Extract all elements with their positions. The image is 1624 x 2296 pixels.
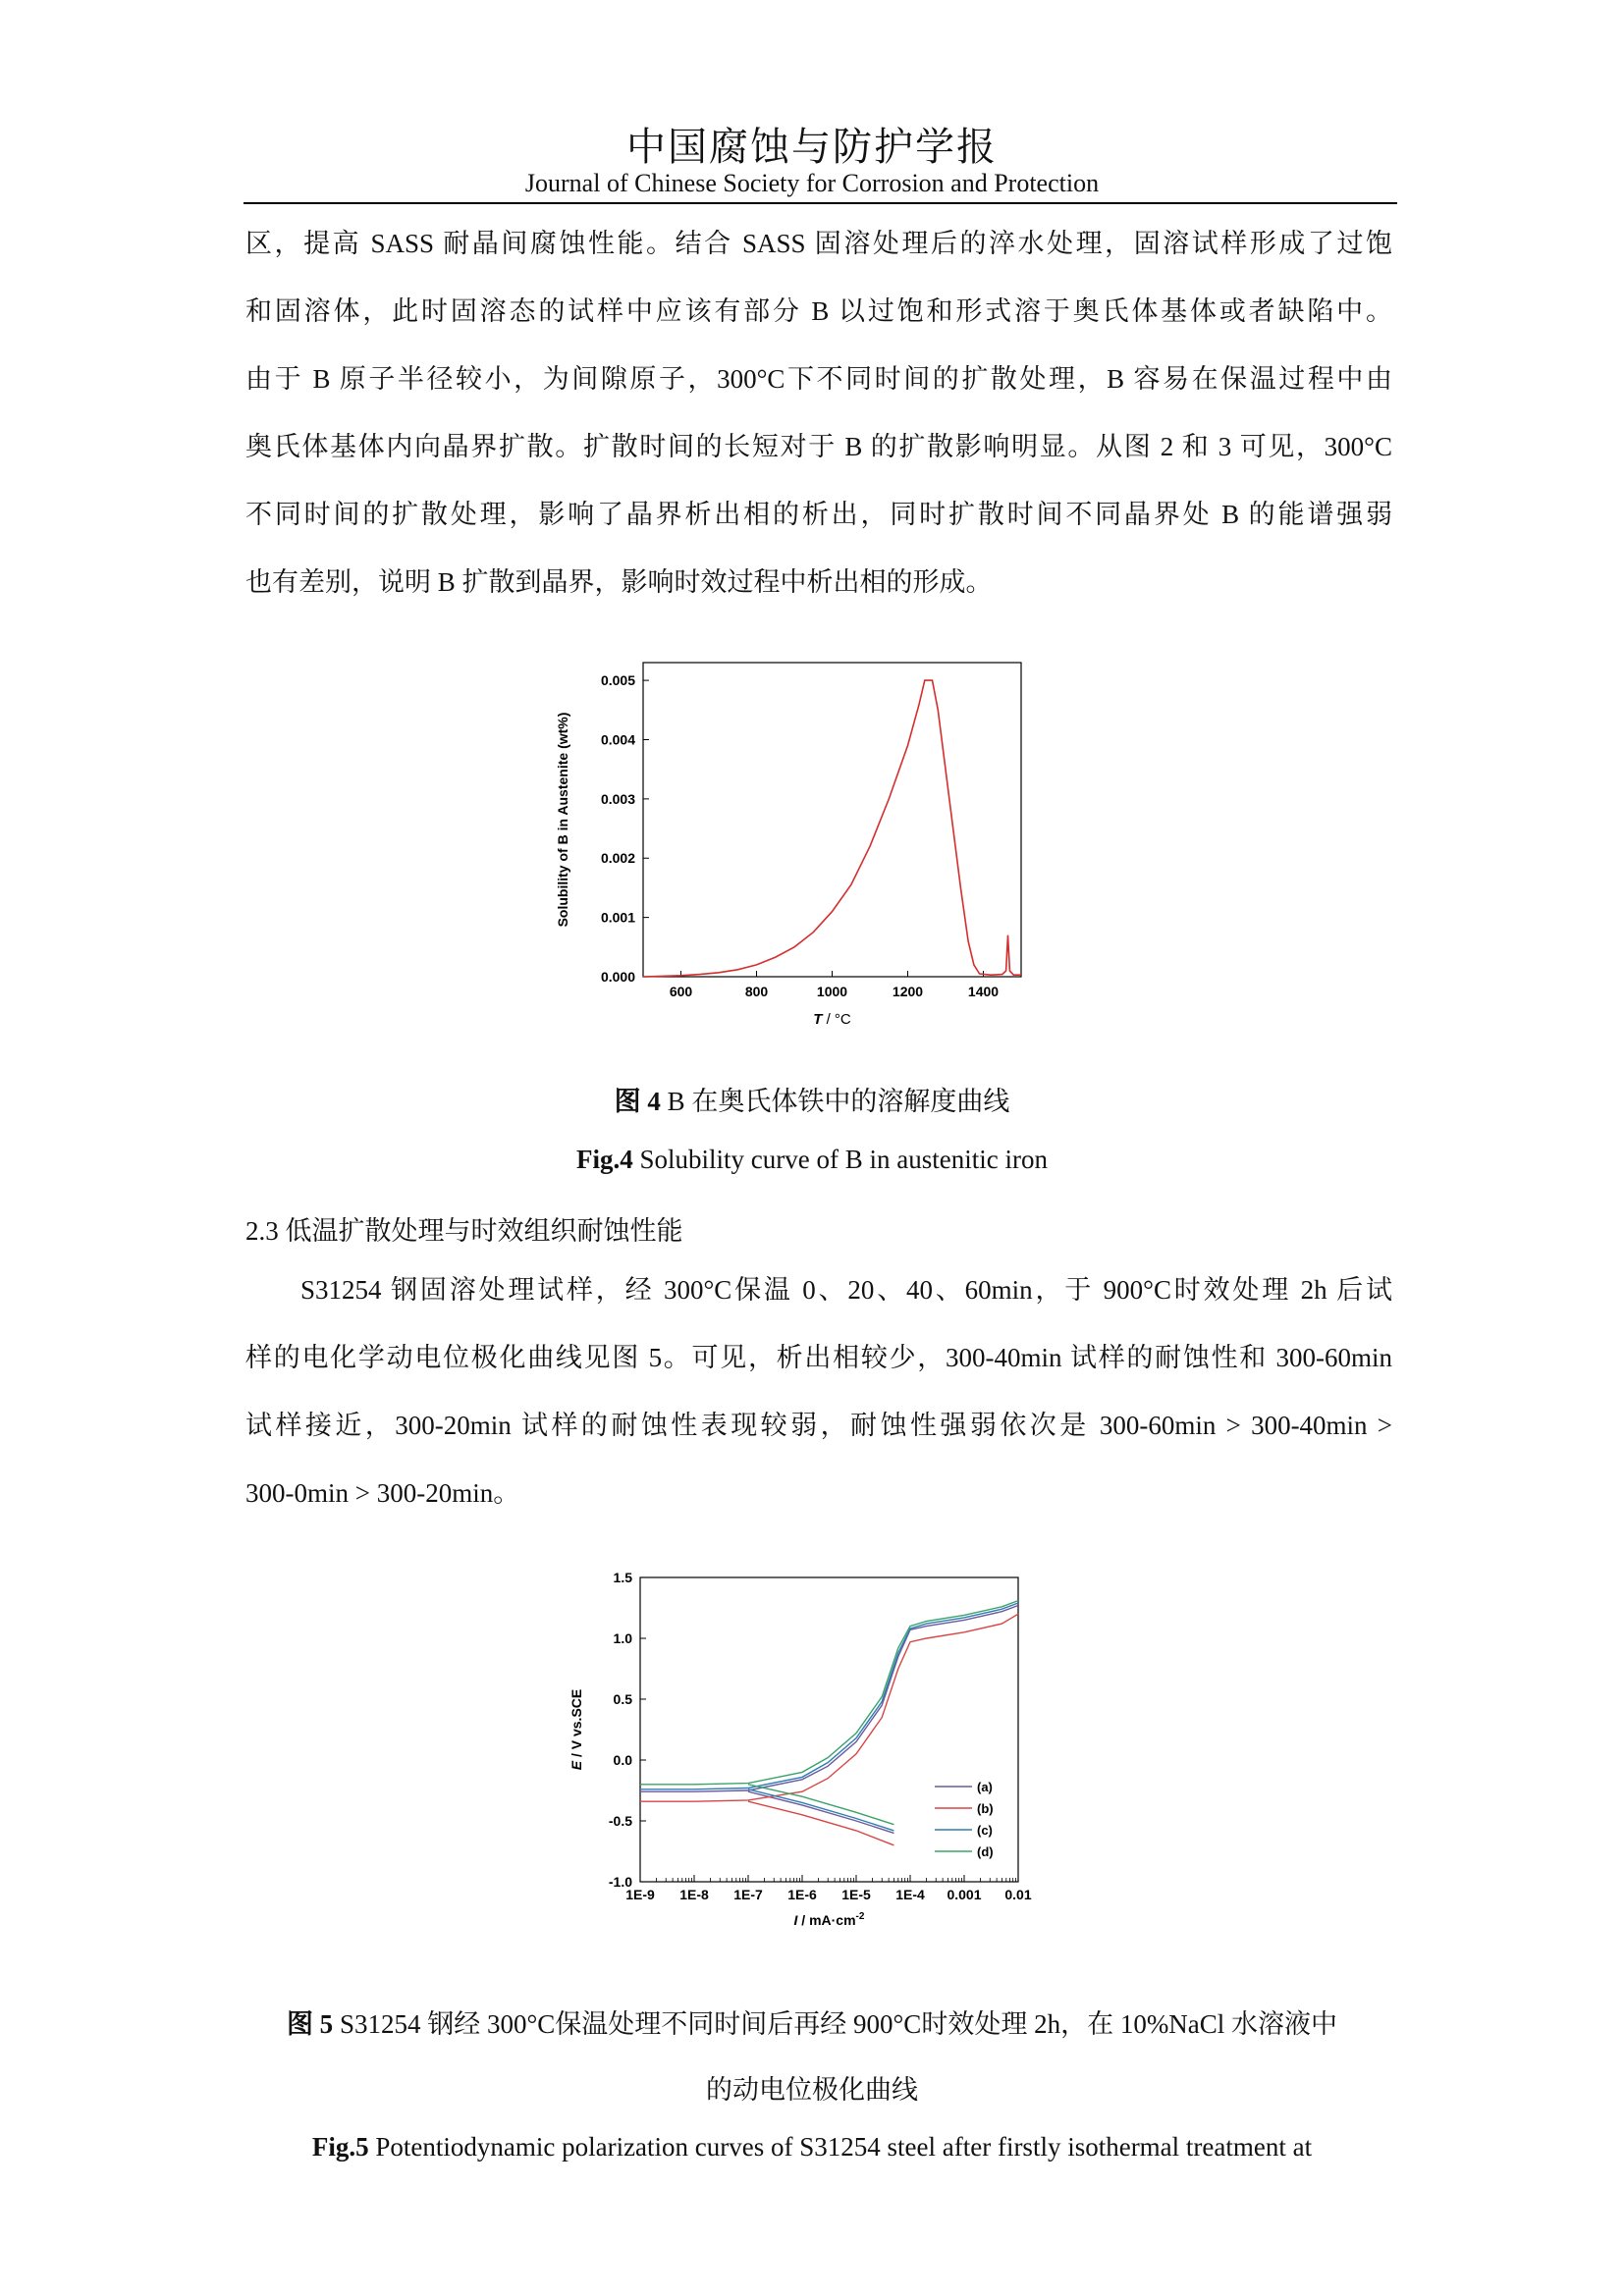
x-axis-label: T / °C bbox=[813, 1011, 851, 1028]
legend-label: (a) bbox=[977, 1780, 993, 1794]
x-tick-label: 1E-6 bbox=[787, 1887, 817, 1902]
figure-4-chart bbox=[550, 653, 1041, 1036]
x-tick-label: 800 bbox=[744, 984, 769, 999]
figure-4-caption-cn-text: B 在奥氏体铁中的溶解度曲线 bbox=[660, 1087, 1010, 1116]
paragraph-line: 和固溶体，此时固溶态的试样中应该有部分 B 以过饱和形式溶于奥氏体基体或者缺陷中。 bbox=[245, 296, 1392, 326]
body-paragraph-1 bbox=[245, 210, 1392, 616]
solubility-curve bbox=[643, 680, 1021, 977]
section-heading: 2.3 低温扩散处理与时效组织耐蚀性能 bbox=[245, 1216, 683, 1246]
figure-5-caption-cn-line2: 的动电位极化曲线 bbox=[706, 2075, 918, 2105]
paragraph-line: 区，提高 SASS 耐晶间腐蚀性能。结合 SASS 固溶处理后的淬水处理，固溶试样形成了过饱 bbox=[245, 229, 1392, 258]
x-tick-label: 0.001 bbox=[947, 1887, 982, 1902]
paragraph-line: 奥氏体基体内向晶界扩散。扩散时间的长短对于 B 的扩散影响明显。从图 2 和 3 可见，300°C bbox=[245, 432, 1392, 461]
x-tick-label: 1E-5 bbox=[841, 1887, 871, 1902]
y-tick-label: 1.0 bbox=[613, 1630, 632, 1646]
cathodic-curve bbox=[748, 1785, 893, 1825]
figure-4-caption-cn bbox=[0, 1080, 1624, 1118]
figure-5-chart bbox=[560, 1566, 1051, 1953]
paragraph-line: 300-0min > 300-20min。 bbox=[245, 1478, 520, 1508]
header-divider bbox=[244, 202, 1397, 204]
x-tick-label: 1200 bbox=[892, 984, 924, 999]
x-tick-label: 0.01 bbox=[1004, 1887, 1032, 1902]
figure-4-label-en: Fig.4 bbox=[576, 1145, 633, 1174]
y-tick-label: 0.002 bbox=[600, 850, 635, 867]
y-tick-label: 0.001 bbox=[600, 909, 635, 926]
figure-5-label-cn: 图 5 bbox=[286, 2009, 334, 2039]
y-tick-label: -1.0 bbox=[608, 1874, 632, 1890]
polarization-chart-svg bbox=[560, 1566, 1051, 1953]
paragraph-line: S31254 钢固溶处理试样，经 300°C保温 0、20、40、60min，于 900°C时效处理 2h 后试 bbox=[300, 1275, 1392, 1305]
figure-4-caption-en bbox=[0, 1145, 1624, 1175]
y-tick-label: 0.003 bbox=[600, 790, 635, 807]
x-axis-label: $I / mA\cdot cm^{-2}$ bbox=[793, 1911, 865, 1928]
y-tick-label: 0.000 bbox=[600, 969, 635, 985]
paragraph-line: 由于 B 原子半径较小，为间隙原子，300°C下不同时间的扩散处理，B 容易在保温过程中由 bbox=[245, 364, 1392, 394]
paragraph-line: 不同时间的扩散处理，影响了晶界析出相的析出，同时扩散时间不同晶界处 B 的能谱强弱 bbox=[245, 500, 1392, 529]
y-tick-label: 0.5 bbox=[613, 1691, 632, 1707]
plot-frame bbox=[643, 663, 1021, 977]
y-tick-label: 0.004 bbox=[600, 731, 635, 748]
y-tick-label: -0.5 bbox=[608, 1813, 632, 1829]
journal-title-cn: 中国腐蚀与防护学报 bbox=[626, 125, 998, 169]
paragraph-line: 试样接近，300-20min 试样的耐蚀性表现较弱，耐蚀性强弱依次是 300-60min > 300-40min > bbox=[245, 1411, 1392, 1440]
x-tick-label: 600 bbox=[669, 984, 693, 999]
y-tick-label: 0.0 bbox=[613, 1752, 632, 1768]
x-tick-label: 1E-4 bbox=[895, 1887, 925, 1902]
x-tick-label: 1E-9 bbox=[625, 1887, 655, 1902]
paragraph-line: 也有差别，说明 B 扩散到晶界，影响时效过程中析出相的形成。 bbox=[245, 567, 993, 597]
figure-5-label-en: Fig.5 bbox=[311, 2132, 369, 2162]
plot-frame bbox=[640, 1577, 1018, 1882]
paragraph-line: 样的电化学动电位极化曲线见图 5。可见，析出相较少，300-40min 试样的耐蚀性和 300-60min bbox=[245, 1343, 1392, 1372]
legend-label: (c) bbox=[977, 1823, 993, 1838]
x-tick-label: 1000 bbox=[816, 984, 848, 999]
figure-5-caption-cn-text: S31254 钢经 300°C保温处理不同时间后再经 900°C时效处理 2h，在 10%NaCl 水溶液中 bbox=[333, 2009, 1338, 2039]
y-tick-label: 1.5 bbox=[613, 1570, 632, 1585]
figure-4-caption-en-text: Solubility curve of B in austenitic iron bbox=[632, 1145, 1048, 1174]
figure-5-caption-en-text: Potentiodynamic polarization curves of S31254 steel after firstly isothermal treatment at bbox=[368, 2132, 1313, 2162]
x-tick-label: 1E-7 bbox=[733, 1887, 763, 1902]
body-paragraph-2 bbox=[245, 1256, 1392, 1527]
anodic-curve bbox=[640, 1603, 1018, 1789]
legend-label: (b) bbox=[977, 1801, 994, 1816]
journal-title-en: Journal of Chinese Society for Corrosion and Protection bbox=[524, 169, 1100, 197]
figure-5-caption-en bbox=[0, 2132, 1624, 2163]
figure-5-caption-cn-line1 bbox=[0, 2002, 1624, 2041]
anodic-curve bbox=[640, 1606, 1018, 1792]
solubility-chart-svg bbox=[550, 653, 1041, 1036]
anodic-curve bbox=[640, 1601, 1018, 1785]
x-tick-label: 1400 bbox=[967, 984, 1000, 999]
y-axis-label: E / V vs.SCE bbox=[568, 1688, 584, 1771]
legend-label: (d) bbox=[977, 1844, 994, 1859]
x-tick-label: 1E-8 bbox=[679, 1887, 709, 1902]
y-tick-label: 0.005 bbox=[600, 672, 635, 689]
figure-4-label-cn: 图 4 bbox=[614, 1087, 661, 1116]
anodic-curve bbox=[640, 1614, 1018, 1801]
y-axis-label: Solubility of B in Austenite (wt%) bbox=[555, 712, 570, 928]
cathodic-curve bbox=[748, 1791, 893, 1833]
